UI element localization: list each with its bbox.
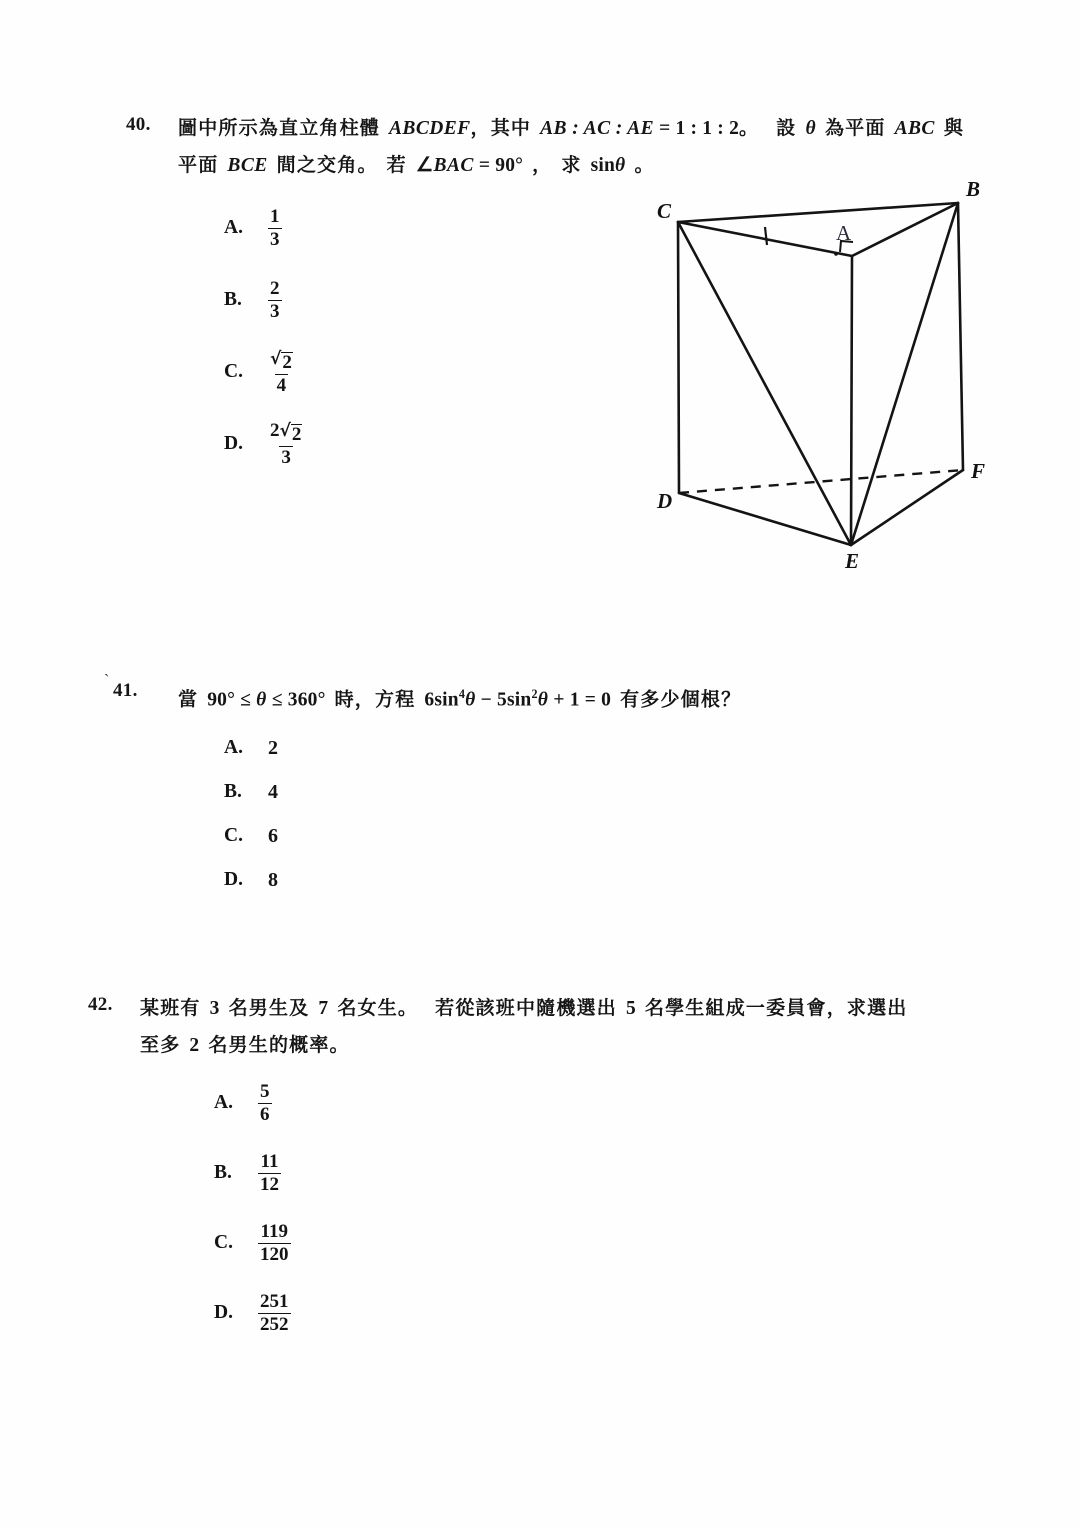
option-c[interactable]: [224, 814, 278, 858]
fraction-denominator: 12: [260, 1173, 279, 1195]
option-d[interactable]: [224, 858, 278, 902]
prism-diagram: [620, 170, 1020, 590]
question-text-line: [178, 676, 1008, 719]
math-run: 3: [209, 998, 220, 1019]
math-run: sin: [590, 155, 616, 176]
fraction-denominator: 3: [270, 228, 280, 250]
option-letter: C.: [224, 361, 243, 382]
fraction-denominator: 3: [270, 300, 280, 322]
fraction-numerator: [268, 349, 295, 374]
prism-edge-EF: [851, 470, 963, 545]
text-run: 與: [943, 117, 965, 139]
options-list: [224, 192, 304, 480]
prism-edge-AB: [852, 203, 958, 256]
fraction-denominator: 120: [260, 1243, 289, 1265]
option-value: [268, 349, 295, 396]
prism-edge-BF: [958, 203, 963, 470]
angle-dot-icon: [834, 252, 838, 256]
option-value: [258, 1152, 281, 1195]
question-text: [178, 676, 1008, 719]
text-run: 。: [634, 154, 655, 176]
radical-sign: √: [279, 420, 291, 441]
vertex-label-c: C: [657, 199, 672, 223]
math-run: ∠: [415, 155, 434, 176]
option-c[interactable]: [214, 1208, 291, 1278]
text-run: 當: [178, 688, 199, 711]
question-number: 41.: [113, 680, 138, 701]
text-run: 至多: [140, 1034, 181, 1056]
math-run: θ: [256, 689, 267, 711]
radical-coefficient: 2: [270, 419, 280, 441]
text-run: 圖中所示為直立角柱體: [178, 117, 381, 139]
text-run: 某班有: [140, 997, 201, 1019]
text-run: 名女生。: [337, 997, 419, 1019]
option-value: [258, 1082, 272, 1125]
prism-edge-CB: [678, 203, 958, 222]
question-text-line: [140, 990, 1020, 1027]
math-run: 2: [189, 1035, 200, 1056]
math-run: − 5sin: [475, 689, 532, 711]
option-value: 8: [268, 868, 278, 891]
math-run: AB : AC : AE: [540, 118, 655, 139]
option-letter: D.: [224, 433, 243, 454]
fraction-numerator: 11: [260, 1150, 279, 1172]
text-run: 名男生的概率。: [208, 1034, 350, 1056]
math-run: ABCDEF: [389, 118, 471, 139]
vertex-label-e: E: [845, 549, 860, 573]
text-run: ，: [532, 154, 553, 176]
option-letter: A.: [214, 1092, 233, 1113]
radical-sign: √: [270, 348, 282, 369]
option-letter: B.: [224, 781, 242, 802]
text-run: 有多少個根？: [620, 688, 742, 711]
question-text: [140, 990, 1020, 1064]
option-a[interactable]: [214, 1068, 291, 1138]
exponent: 4: [458, 687, 466, 701]
vertex-label-f: F: [971, 459, 986, 483]
math-run: θ: [465, 689, 476, 711]
option-letter: D.: [214, 1302, 233, 1323]
math-run: BAC: [433, 155, 474, 176]
math-run: θ: [615, 155, 626, 176]
fraction-denominator: 3: [281, 446, 291, 468]
option-a[interactable]: [224, 192, 304, 264]
option-value: [268, 207, 282, 250]
text-run: 。: [739, 117, 760, 139]
option-b[interactable]: [224, 264, 304, 336]
math-run: + 1 = 0: [548, 689, 612, 711]
radical: [270, 348, 293, 373]
fraction-denominator: 6: [260, 1103, 270, 1125]
option-d[interactable]: [224, 408, 304, 480]
option-letter: A.: [224, 217, 243, 238]
math-run: BCE: [227, 155, 268, 176]
option-letter: C.: [224, 825, 243, 846]
fraction-numerator: 5: [260, 1080, 270, 1102]
question-text-line: [178, 110, 1008, 147]
options-list: [214, 1068, 291, 1348]
prism-edge-AE: [851, 256, 852, 545]
prism-edge-BE: [851, 203, 958, 545]
vertex-label-b: B: [966, 177, 981, 201]
prism-edge-DE: [679, 493, 851, 545]
option-value: [258, 1222, 291, 1265]
text-run: 平面: [178, 154, 219, 176]
text-run: 若從該班中隨機選出: [435, 997, 617, 1019]
prism-edge-CD: [678, 222, 679, 493]
option-value: [268, 279, 282, 322]
option-value: 4: [268, 780, 278, 803]
text-run: 名男生及: [228, 997, 310, 1019]
text-run: 其中: [490, 117, 532, 139]
vertex-label-a: A: [836, 221, 852, 245]
math-run: ≤ 360°: [266, 689, 326, 711]
text-run: 時，方程: [334, 688, 416, 711]
option-value: 6: [268, 824, 278, 847]
fraction-numerator: 119: [260, 1220, 288, 1242]
option-letter: A.: [224, 737, 243, 758]
math-run: 90° ≤: [207, 689, 257, 711]
option-d[interactable]: [214, 1278, 291, 1348]
option-value: 2: [268, 736, 278, 759]
text-run: ，: [470, 117, 491, 139]
option-c[interactable]: [224, 336, 304, 408]
option-letter: D.: [224, 869, 243, 890]
math-run: 5: [625, 998, 636, 1019]
fraction-numerator: 251: [260, 1290, 289, 1312]
text-run: 若: [386, 154, 407, 176]
option-value: [258, 1292, 291, 1335]
math-run: θ: [805, 118, 816, 139]
text-run: 為平面: [824, 117, 886, 139]
fraction-numerator: 1: [270, 205, 280, 227]
question-number: 40.: [126, 114, 151, 135]
option-a[interactable]: [224, 726, 278, 770]
math-run: θ: [537, 689, 549, 711]
exponent: 2: [531, 687, 538, 701]
fraction-denominator: 252: [260, 1313, 289, 1335]
radicand: 2: [282, 351, 292, 373]
fraction-numerator: 2: [270, 277, 280, 299]
option-b[interactable]: [224, 770, 278, 814]
question-number: 42.: [88, 994, 113, 1015]
option-letter: C.: [214, 1232, 233, 1253]
math-run: 6sin: [424, 689, 459, 711]
fraction-denominator: 4: [276, 374, 287, 396]
math-run: = 1 : 1 : 2: [654, 118, 740, 139]
math-run: 7: [318, 998, 329, 1019]
radical: [279, 420, 303, 445]
congruence-tick-icon: [765, 227, 767, 245]
text-run: 設: [776, 117, 797, 139]
prism-svg: [620, 170, 1020, 590]
option-letter: B.: [224, 289, 242, 310]
text-run: 間之交角。: [276, 154, 378, 176]
question-text-line: [140, 1027, 1020, 1064]
stray-mark: ˋ: [104, 672, 110, 689]
option-letter: B.: [214, 1162, 232, 1183]
option-b[interactable]: [214, 1138, 291, 1208]
text-run: 求: [561, 154, 582, 176]
option-value: [268, 421, 304, 468]
prism-edge-CE: [678, 222, 851, 545]
options-list: [224, 726, 278, 902]
fraction-numerator: [268, 421, 304, 446]
text-run: 名學生組成一委員會，求選出: [644, 997, 908, 1019]
math-run: = 90°: [473, 155, 524, 176]
vertex-label-d: D: [657, 489, 673, 513]
radicand: 2: [291, 423, 302, 445]
math-run: ABC: [894, 118, 935, 139]
